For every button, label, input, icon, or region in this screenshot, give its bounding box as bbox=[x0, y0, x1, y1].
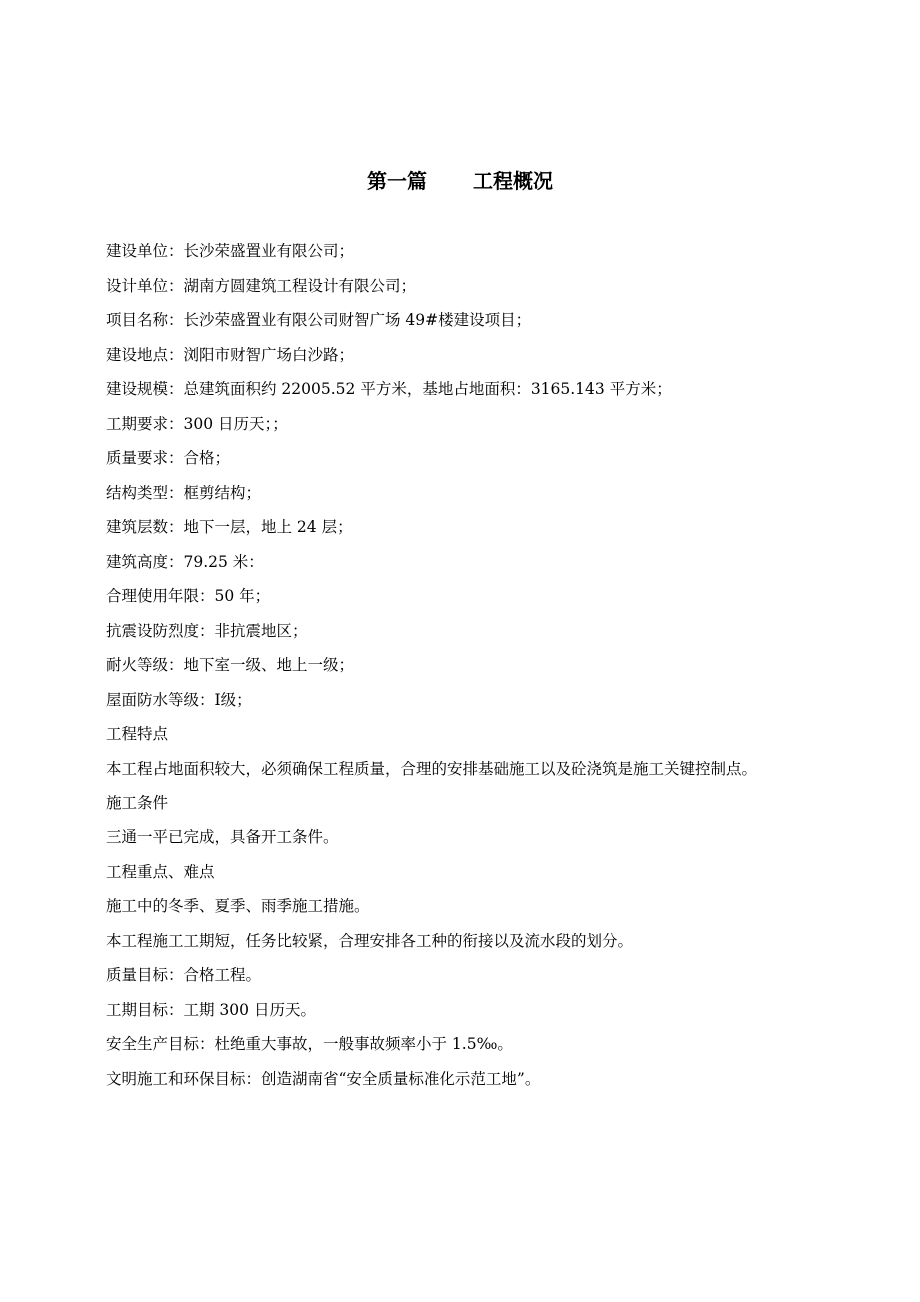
line-design-unit: 设计单位：湖南方圆建筑工程设计有限公司； bbox=[106, 276, 417, 295]
line-seismic-intensity: 抗震设防烈度：非抗震地区； bbox=[106, 621, 308, 640]
line-construction-scale: 建设规模：总建筑面积约 22005.52 平方米，基地占地面积：3165.143 平方米； bbox=[106, 380, 672, 398]
line-construction-site: 建设地点：浏阳市财智广场白沙路； bbox=[106, 345, 355, 364]
line-schedule-target: 工期目标：工期 300 日历天。 bbox=[106, 1000, 316, 1019]
line-structure-type: 结构类型：框剪结构； bbox=[106, 483, 262, 502]
line-service-life: 合理使用年限：50 年； bbox=[106, 587, 271, 605]
title-part-heading: 工程概况 bbox=[473, 169, 553, 193]
line-roof-waterproof: 屋面防水等级：Ⅰ级； bbox=[106, 690, 252, 709]
section-heading-conditions: 施工条件 bbox=[106, 793, 169, 812]
line-civilized-construction-target: 文明施工和环保目标：创造湖南省“安全质量标准化示范工地”。 bbox=[106, 1069, 541, 1088]
page-title bbox=[0, 166, 920, 196]
paragraph-conditions: 三通一平已完成，具备开工条件。 bbox=[106, 828, 339, 846]
line-project-name: 项目名称：长沙荣盛置业有限公司财智广场 49#楼建设项目； bbox=[106, 311, 532, 329]
line-floor-count: 建筑层数：地下一层，地上 24 层； bbox=[106, 518, 353, 536]
document-body bbox=[106, 234, 846, 1096]
line-quality-target: 质量目标：合格工程。 bbox=[106, 966, 262, 984]
title-part-chapter: 第一篇 bbox=[367, 169, 427, 193]
line-fire-rating: 耐火等级：地下室一级、地上一级； bbox=[106, 656, 355, 674]
section-heading-features: 工程特点 bbox=[106, 725, 169, 743]
line-schedule-requirement: 工期要求：300 日历天；； bbox=[106, 414, 288, 433]
line-safety-target: 安全生产目标：杜绝重大事故，一般事故频率小于 1.5‰。 bbox=[106, 1035, 513, 1053]
paragraph-features: 本工程占地面积较大，必须确保工程质量，合理的安排基础施工以及砼浇筑是施工关键控制点。 bbox=[106, 759, 758, 778]
paragraph-key-points-2: 本工程施工工期短，任务比较紧，合理安排各工种的衔接以及流水段的划分。 bbox=[106, 931, 634, 950]
line-construction-unit: 建设单位：长沙荣盛置业有限公司； bbox=[106, 242, 355, 260]
section-heading-key-points: 工程重点、难点 bbox=[106, 862, 215, 881]
paragraph-key-points-1: 施工中的冬季、夏季、雨季施工措施。 bbox=[106, 897, 370, 915]
line-quality-requirement: 质量要求：合格； bbox=[106, 449, 231, 467]
line-building-height: 建筑高度：79.25 米： bbox=[106, 552, 264, 571]
